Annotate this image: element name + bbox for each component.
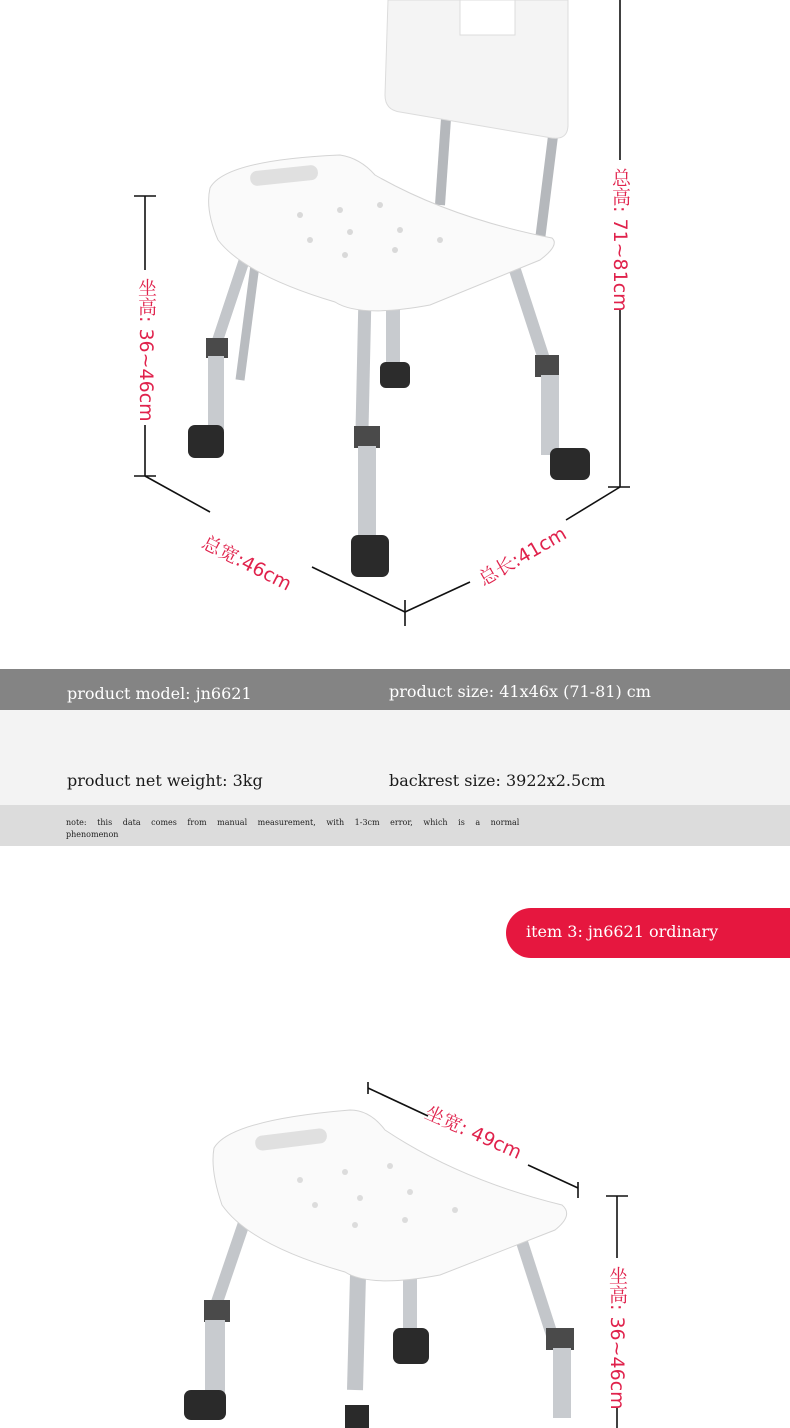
chair1-front-left-foot — [188, 425, 224, 458]
chair1-right-leg — [515, 270, 545, 362]
shower-stool-icon — [0, 1060, 790, 1428]
chair1-front-left-leg — [216, 258, 245, 345]
spec-band-middle — [0, 710, 790, 805]
backrest-size-text: backrest size: 3922x2.5cm — [389, 771, 606, 790]
chair2-left-foot — [184, 1390, 226, 1420]
product-size-text: product size: 41x46x (71-81) cm — [389, 682, 651, 701]
chair2-right-leg — [522, 1242, 552, 1335]
total-length-label: 总长:41cm — [475, 522, 571, 591]
product-weight-text: product net weight: 3kg — [67, 771, 263, 790]
chair2-front-leg — [355, 1275, 358, 1390]
chair1-backrest-handle — [460, 0, 515, 35]
chair2-back-foot — [393, 1328, 429, 1364]
chair1-front-middle-leg — [362, 295, 365, 430]
item-badge-label: item 3: jn6621 ordinary — [526, 922, 719, 941]
chair1-back-right-foot — [380, 362, 410, 388]
seat-height-label: 坐高: 36~46cm — [135, 278, 157, 422]
shower-chair-with-backrest-icon — [0, 0, 790, 660]
chair1-right-foot — [550, 448, 590, 480]
seat-width-label: 坐宽: 49cm — [421, 1101, 525, 1164]
total-width-label: 总宽:46cm — [198, 531, 296, 596]
product-model-text: product model: jn6621 — [67, 684, 252, 703]
total-height-label: 总高: 71~81cm — [609, 168, 631, 312]
measurement-note: note: this data comes from manual measurement, with 1-3cm error, which is a normal phenomenon — [66, 818, 520, 839]
chair1-front-middle-foot — [351, 535, 389, 577]
stool-seat-height-label: 坐高: 36~46cm — [606, 1266, 628, 1410]
chair2-left-leg — [216, 1220, 245, 1305]
